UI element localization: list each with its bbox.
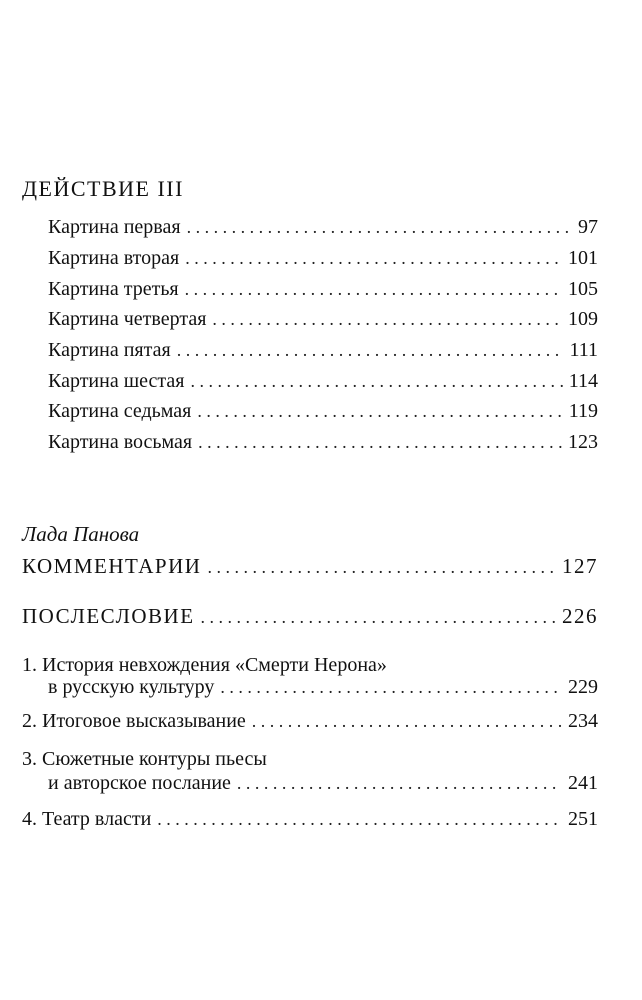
toc-entry-title: Картина пятая (48, 339, 171, 361)
toc-entry-page: 114 (568, 370, 598, 392)
toc-entry-title: Картина восьмая (48, 431, 193, 453)
toc-entry[interactable] (48, 431, 598, 461)
toc-entry[interactable] (48, 339, 598, 369)
dot-leader (157, 809, 562, 830)
toc-entry-page: 97 (578, 216, 598, 238)
toc-entry-title-line1[interactable]: 3. Сюжетные контуры пьесы (22, 748, 267, 770)
toc-entry[interactable] (22, 710, 598, 740)
toc-entry-title: 2. Итоговое высказывание (22, 710, 246, 732)
toc-entry[interactable] (22, 808, 598, 838)
toc-entry-page: 241 (568, 772, 598, 794)
toc-entry-page: 229 (568, 676, 598, 698)
dot-leader (237, 773, 562, 794)
author-name: Лада Панова (22, 522, 140, 546)
dot-leader (185, 279, 562, 300)
toc-entry-title-line1[interactable]: 1. История невхождения «Смерти Нерона» (22, 654, 387, 676)
toc-entry-page: 101 (568, 247, 598, 269)
toc-entry-title: и авторское послание (48, 772, 231, 794)
toc-entry[interactable] (48, 247, 598, 277)
dot-leader (207, 557, 556, 578)
toc-entry-page: 105 (568, 278, 598, 300)
toc-entry-title: Картина четвертая (48, 308, 207, 330)
dot-leader (177, 340, 564, 361)
act-heading: ДЕЙСТВИЕ III (22, 176, 184, 201)
toc-entry-title: в русскую культуру (48, 676, 215, 698)
toc-entry-title: Картина первая (48, 216, 181, 238)
toc-entry[interactable] (48, 216, 598, 246)
dot-leader (185, 248, 562, 269)
toc-entry-page: 234 (568, 710, 598, 732)
dot-leader (198, 432, 562, 453)
toc-entry[interactable] (48, 676, 598, 706)
dot-leader (220, 677, 562, 698)
toc-entry-page: 111 (569, 339, 598, 361)
toc-entry-title: 4. Театр власти (22, 808, 152, 830)
dot-leader (190, 371, 562, 392)
toc-entry-title: КОММЕНТАРИИ (22, 554, 202, 578)
toc-entry[interactable] (48, 278, 598, 308)
toc-entry-page: 127 (562, 554, 598, 578)
dot-leader (201, 607, 556, 628)
toc-entry[interactable] (48, 400, 598, 430)
toc-entry[interactable] (48, 772, 598, 802)
dot-leader (197, 401, 562, 422)
toc-entry-commentary[interactable] (22, 554, 598, 584)
toc-entry-afterword[interactable] (22, 604, 598, 634)
toc-entry-page: 226 (562, 604, 598, 628)
toc-entry-title: Картина седьмая (48, 400, 192, 422)
toc-entry-page: 119 (568, 400, 598, 422)
toc-entry-page: 109 (568, 308, 598, 330)
toc-entry-page: 251 (568, 808, 598, 830)
toc-entry-title: Картина вторая (48, 247, 180, 269)
toc-entry-title: Картина третья (48, 278, 179, 300)
dot-leader (187, 217, 572, 238)
toc-entry[interactable] (48, 308, 598, 338)
toc-entry-page: 123 (568, 431, 598, 453)
toc-entry-title: Картина шестая (48, 370, 185, 392)
dot-leader (252, 711, 562, 732)
toc-entry-title: ПОСЛЕСЛОВИЕ (22, 604, 195, 628)
toc-entry[interactable] (48, 370, 598, 400)
dot-leader (212, 309, 562, 330)
